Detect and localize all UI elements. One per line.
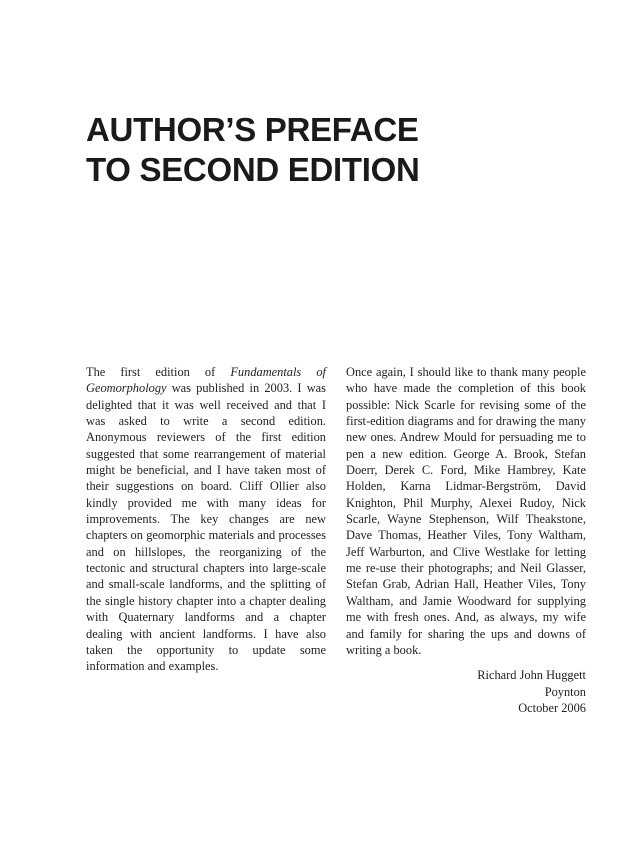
heading-line-1: AUTHOR’S PREFACE: [86, 111, 419, 148]
paragraph-1: [86, 364, 326, 675]
text-column-left: [86, 364, 326, 675]
book-title: Fundamentals of Geomorphology: [86, 365, 326, 396]
p2-continued-text: Once again, I should like to thank many people who have made the completion of this book possible: Nick Scarle for revising some of the first-edition diagrams and for drawing the many new ones. Andrew Mould for persuading me to pen a new edition. George A. Brook, Stefan Doerr, Derek C. Ford, Mike Hambrey, Kate Holden, Karna Lidmar-Bergström, David Knighton, Phil Murphy, Alexei Rudoy, Nick Scarle, Wayne Stephenson, Wilf Theakstone, Dave Thomas, Heather Viles, Tony Waltham, Jeff Warburton, and Clive Westlake for letting me re-use their photographs; and Neil Glasser, Stefan Grab, Adrian Hall, Heather Viles, Tony Waltham, and Jamie Woodward for supplying me with fresh ones. And, as always, my wife and family for sharing the ups and downs of writing a book.: [346, 365, 586, 657]
heading-line-2: TO SECOND EDITION: [86, 151, 420, 188]
signature-block: [346, 667, 586, 716]
author-name: Richard John Huggett: [477, 668, 586, 683]
author-place: Poynton: [544, 684, 586, 699]
text-column-right: [346, 364, 586, 716]
preface-date: October 2006: [518, 700, 586, 715]
p1-before: The first edition of: [86, 365, 231, 379]
paragraph-2-continued: [346, 364, 586, 658]
p1-after: was published in 2003. I was delighted that it was well received and that I was asked to write a second edition. Anonymous reviewers of the first edition suggested that some rearrangement of material might be beneficial, and I have taken most of their suggestions on board. Cliff Ollier also kindly provided me with many ideas for improvements. The key changes are new chapters on geomorphic materials and processes and on hillslopes, the reorganizing of the tectonic and structural chapters into large-scale and small-scale landforms, and the splitting of the single history chapter into a chapter dealing with Quaternary landforms and a chapter dealing with ancient landforms. I have also taken the opportunity to update some information and examples.: [86, 381, 326, 674]
preface-heading: [86, 110, 420, 190]
